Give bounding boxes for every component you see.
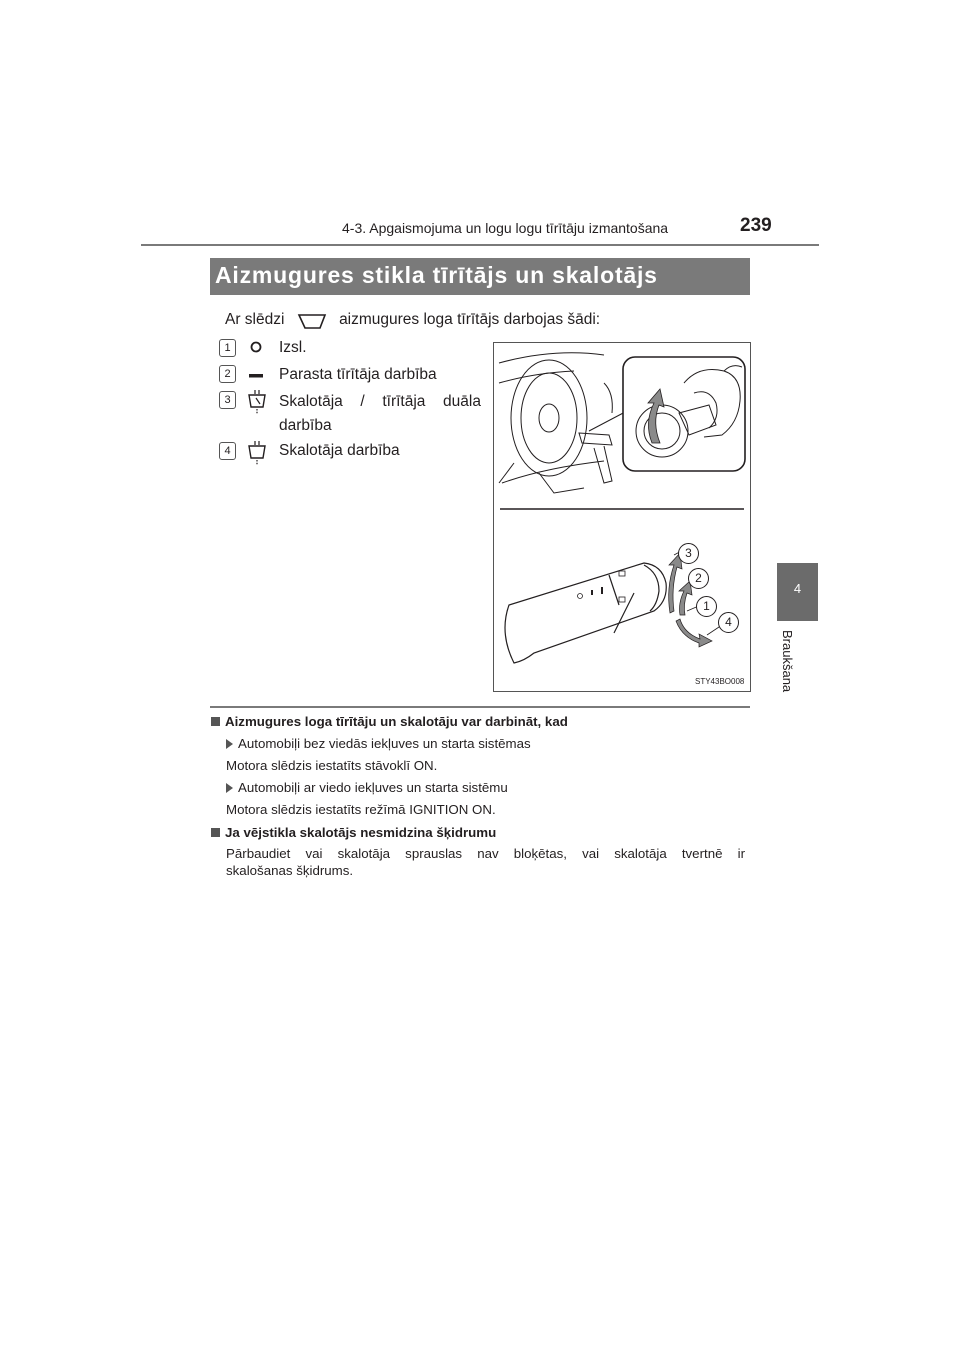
figure-callout-2: 2	[688, 568, 709, 589]
triangle-bullet-icon	[226, 783, 233, 793]
item-text-4: Skalotāja darbība	[279, 442, 400, 459]
item-number-4: 4	[219, 442, 236, 460]
square-bullet-icon	[211, 717, 220, 726]
note-1-bullet-2	[226, 779, 508, 797]
figure-callout-3: 3	[678, 543, 699, 564]
figure-callout-1: 1	[696, 596, 717, 617]
intro-before: Ar slēdzi	[225, 311, 285, 329]
page-number: 239	[740, 215, 772, 236]
down-arrow	[676, 619, 712, 647]
rear-wiper-switch-icon	[289, 311, 335, 329]
section-title-bar	[210, 258, 750, 295]
figure-callout-4: 4	[718, 612, 739, 633]
note-2-text-line2: skalošanas šķidrums.	[226, 863, 354, 878]
triangle-bullet-icon	[226, 739, 233, 749]
washer-wiper-dual-icon	[246, 388, 268, 416]
wiper-stalk	[505, 563, 666, 663]
square-bullet-icon	[211, 828, 220, 837]
item-number-1: 1	[219, 339, 236, 357]
chapter-tab: 4	[777, 563, 818, 621]
chapter-side-label	[780, 630, 808, 710]
section-title: Aizmugures stikla tīrītājs un skalotājs	[215, 262, 658, 288]
note-heading-1-text: Aizmugures loga tīrītāju un skalotāju var darbināt, kad	[225, 714, 568, 729]
note-heading-2-text: Ja vējstikla skalotājs nesmidzina šķidrumu	[225, 825, 497, 840]
running-header: 4-3. Apgaismojuma un logu logu tīrītāju izmantošana	[342, 220, 669, 236]
item-text-3b: darbība	[279, 417, 332, 434]
normal-wiper-dash-icon	[249, 367, 263, 375]
item-text-1: Izsl.	[279, 339, 307, 356]
item-number-3: 3	[219, 391, 236, 409]
item-text-2: Parasta tīrītāja darbība	[279, 366, 437, 383]
washer-icon	[246, 439, 268, 467]
header-rule	[141, 244, 819, 246]
note-1-text-1: Motora slēdzis iestatīts stāvoklī ON.	[226, 758, 438, 773]
intro-text	[225, 311, 600, 329]
chapter-side-label-text: Braukšana	[780, 630, 795, 693]
item-text-3a: Skalotāja / tīrītāja duāla	[279, 393, 481, 410]
note-heading-1	[211, 713, 568, 731]
note-heading-2	[211, 824, 496, 842]
note-1-bullet-2-text: Automobiļi ar viedo iekļuves un starta sistēmu	[238, 780, 508, 795]
note-1-bullet-1	[226, 735, 531, 753]
dashboard-sketch	[499, 353, 612, 493]
wiper-illustration	[493, 342, 751, 692]
note-2-text-line1: Pārbaudiet vai skalotāja sprauslas nav bloķētas, vai skalotāja tvertnē ir	[226, 846, 745, 861]
notes-rule	[210, 706, 750, 708]
figure-code: STY43BO008	[695, 677, 745, 686]
item-number-2: 2	[219, 365, 236, 383]
off-circle-icon	[249, 340, 263, 354]
note-1-bullet-1-text: Automobiļi bez viedās iekļuves un starta sistēmas	[238, 736, 531, 751]
note-1-text-2: Motora slēdzis iestatīts režīmā IGNITION ON.	[226, 802, 496, 817]
intro-after: aizmugures loga tīrītājs darbojas šādi:	[339, 311, 601, 329]
